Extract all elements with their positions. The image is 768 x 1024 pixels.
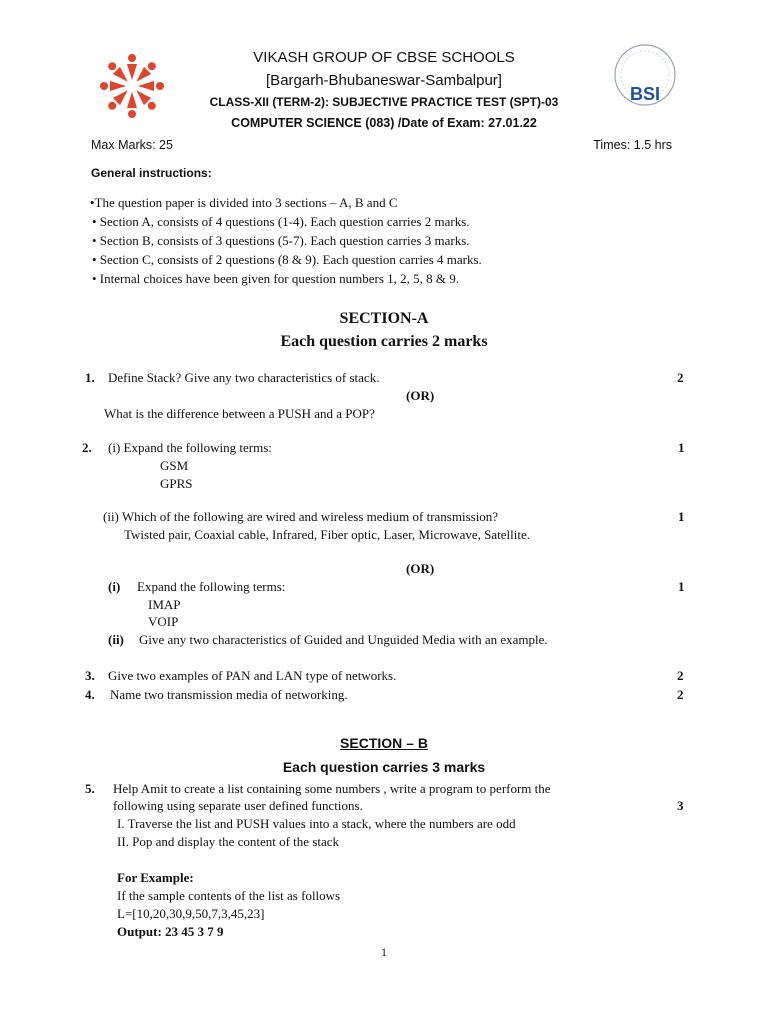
q2-part-ii: (ii) Which of the following are wired and wireless medium of transmission? [103,509,499,524]
q2-term: GSM [160,458,189,473]
q5-output: Output: 23 45 3 7 9 [117,924,224,939]
bsi-logo-text: BSI [629,84,661,104]
instruction-item: • Section B, consists of 3 questions (5-7). Each question carries 3 marks. [92,233,470,248]
q5-example-heading: For Example: [117,870,194,885]
q3-marks: 2 [677,668,684,683]
section-b-title: SECTION – B [340,735,428,751]
q5-example-line: If the sample contents of the list as follows [117,888,341,903]
q2-alt-ii-text: Give any two characteristics of Guided and Unguided Media with an example. [139,632,548,647]
section-a-title: SECTION-A [339,310,429,327]
q2-part-ii-marks: 1 [678,509,685,524]
subject-line: COMPUTER SCIENCE (083) /Date of Exam: 27.01.22 [231,116,537,130]
section-a-subtitle: Each question carries 2 marks [280,333,488,350]
page-number: 1 [381,945,387,959]
q5-step: II. Pop and display the content of the stack [117,834,340,849]
q1-marks: 2 [677,370,684,385]
test-title: CLASS-XII (TERM-2): SUBJECTIVE PRACTICE TEST (SPT)-03 [209,95,559,109]
q5-line: following using separate user defined functions. [113,798,363,813]
q2-part-i: (i) Expand the following terms: [108,440,272,455]
q2-number: 2. [82,440,92,455]
max-marks: Max Marks: 25 [91,138,173,152]
instruction-item: •The question paper is divided into 3 sections – A, B and C [90,195,398,210]
school-region: [Bargarh-Bhubaneswar-Sambalpur] [266,72,502,89]
exam-time: Times: 1.5 hrs [593,138,672,152]
q5-example-list: L=[10,20,30,9,50,7,3,45,23] [117,906,265,921]
section-b-subtitle: Each question carries 3 marks [282,759,486,775]
q2-or: (OR) [406,561,435,576]
q5-step: I. Traverse the list and PUSH values into a stack, where the numbers are odd [117,816,516,831]
q2-alt-i-marks: 1 [678,579,685,594]
q4-text: Name two transmission media of networking. [110,687,348,702]
q5-line: Help Amit to create a list containing some numbers , write a program to perform the [113,781,551,796]
q1-number: 1. [85,370,95,385]
q2-alt-term: IMAP [148,597,181,612]
instruction-item: • Section C, consists of 2 questions (8 & 9). Each question carries 4 marks. [92,252,482,267]
instruction-item: • Section A, consists of 4 questions (1-4). Each question carries 2 marks. [92,214,470,229]
q5-number: 5. [85,781,95,796]
q1-or: (OR) [406,388,435,403]
q1-alternative: What is the difference between a PUSH and a POP? [104,406,375,421]
q2-alt-ii-label: (ii) [108,632,124,647]
q2-part-i-marks: 1 [678,440,685,455]
q3-number: 3. [85,668,95,683]
q5-marks: 3 [677,798,684,813]
school-name: VIKASH GROUP OF CBSE SCHOOLS [253,49,515,66]
q2-alt-term: VOIP [148,614,179,629]
q3-text: Give two examples of PAN and LAN type of networks. [108,668,397,683]
q4-marks: 2 [677,687,684,702]
q2-alt-i-text: Expand the following terms: [137,579,286,594]
instructions-heading: General instructions: [91,166,212,180]
q1-text: Define Stack? Give any two characteristics of stack. [108,370,380,385]
q2-term: GPRS [160,476,193,491]
q2-part-ii-list: Twisted pair, Coaxial cable, Infrared, Fiber optic, Laser, Microwave, Satellite. [124,527,530,542]
instruction-item: • Internal choices have been given for question numbers 1, 2, 5, 8 & 9. [92,271,460,286]
q2-alt-i-label: (i) [108,579,121,594]
q4-number: 4. [85,687,95,702]
